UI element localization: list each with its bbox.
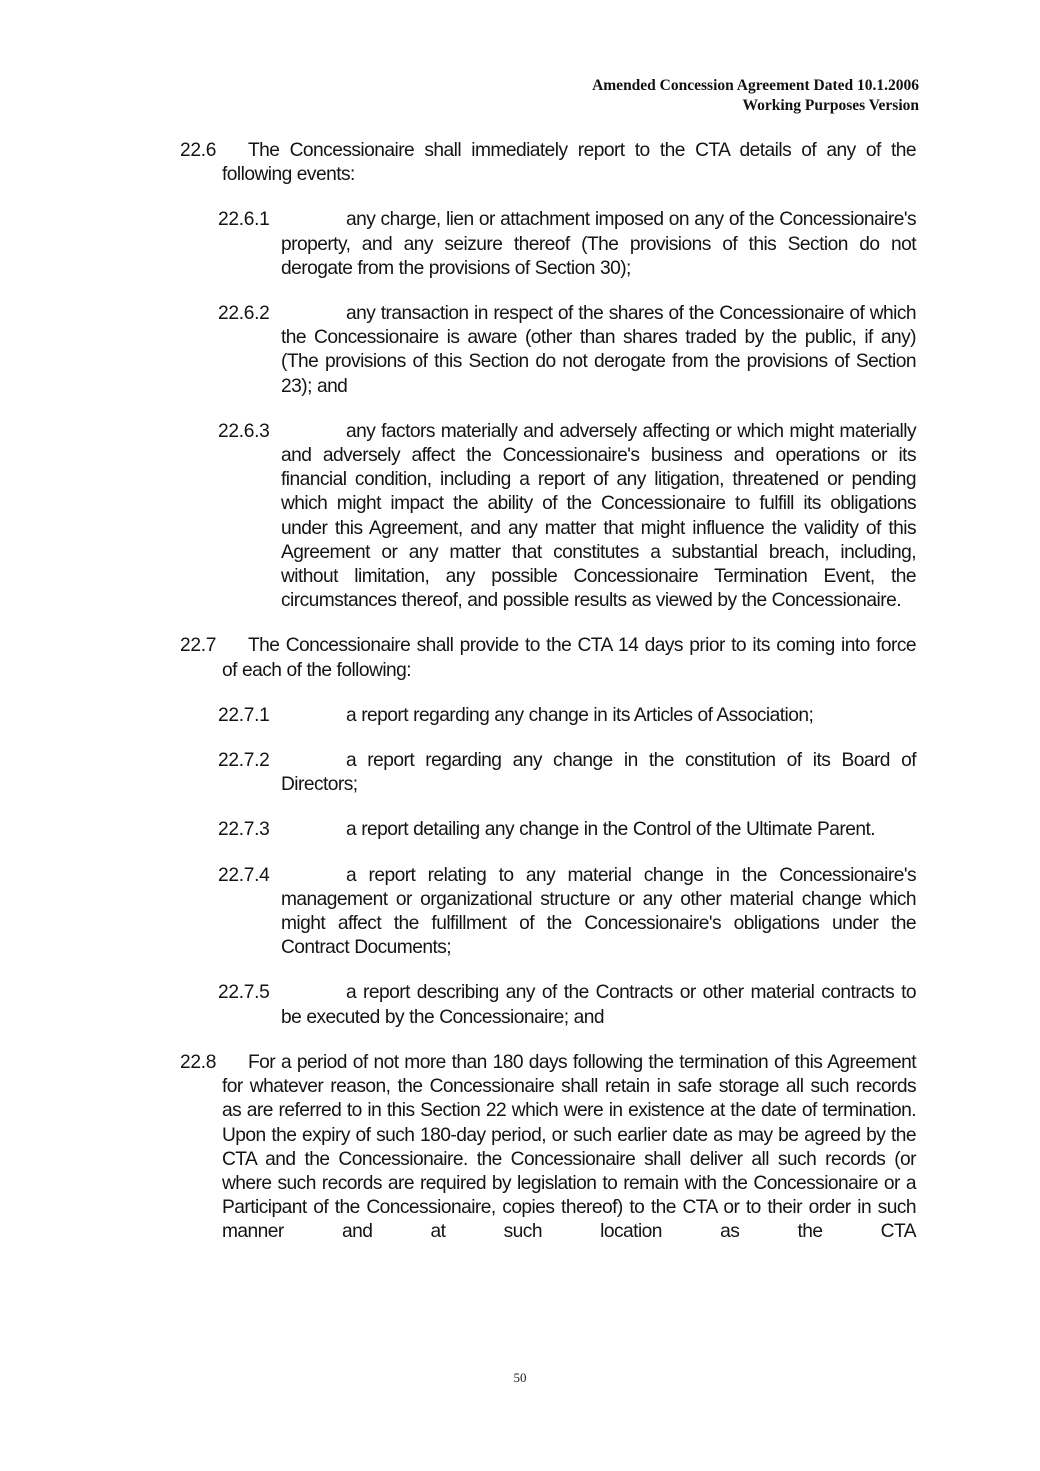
- clause-22-7-4: [0, 864, 1040, 961]
- clause-22-6-1: [0, 208, 1040, 281]
- clause-22-7-5: [0, 981, 1040, 1029]
- clause-22-7-2: [0, 749, 1040, 797]
- clause-22-7-3: [0, 818, 1040, 842]
- clause-text: a report detailing any change in the Control of the Ultimate Parent.: [346, 819, 876, 841]
- clause-number: 22.7.2: [218, 750, 270, 772]
- clause-number: 22.7.5: [218, 982, 270, 1004]
- clause-text: any transaction in respect of the shares of the Concessionaire of which the Concessionaire is aware (other than shares traded by the public, if any) (The provisions of this Section do not derogate from the provisions of Section 23); and: [281, 303, 916, 397]
- clause-number: 22.7.1: [218, 704, 270, 726]
- clause-text: any factors materially and adversely affecting or which might materially and adversely affect the Concessionaire's business and operations or its financial condition, including a report of any litigation, threatened or pending which might impact the ability of the Concessionaire to fulfill its obligations under this Agreement, and any matter that might influence the validity of this Agreement or any matter that constitutes a substantial breach, including, without limitation, any possible Concessionaire Termination Event, the circumstances thereof, and possible results as viewed by the Concessionaire.: [281, 420, 916, 612]
- header-subtitle: Working Purposes Version: [742, 97, 919, 114]
- clause-text: For a period of not more than 180 days following the termination of this Agreement for whatever reason, the Concessionaire shall retain in safe storage all such records as are referred to in this Section 22 which were in existence at the date of termination. Upon the expiry of such 180-day period, or such earlier date as may be agreed by the CTA and the Concessionaire. the Concessionaire shall deliver all such records (or where such records are required by legislation to remain with the Concessionaire or a Participant of the Concessionaire, copies thereof) to the CTA or to their order in such manner and at such location as the CTA: [222, 1051, 916, 1243]
- clause-22-6: [0, 139, 1040, 187]
- clause-22-6-2: [0, 302, 1040, 399]
- running-header: [592, 76, 919, 116]
- document-body: [0, 139, 1040, 1245]
- clause-number: 22.6.2: [218, 303, 270, 325]
- clause-22-7-1: [0, 704, 1040, 728]
- clause-number: 22.6.3: [218, 420, 270, 442]
- clause-text: any charge, lien or attachment imposed on any of the Concessionaire's property, and any seizure thereof (The provisions of this Section do not derogate from the provisions of Section 30);: [281, 209, 916, 279]
- clause-22-6-3: [0, 420, 1040, 614]
- clause-text: a report regarding any change in the constitution of its Board of Directors;: [281, 750, 916, 796]
- clause-text: a report relating to any material change in the Concessionaire's management or organizational structure or any other material change which might affect the fulfillment of the Concessionaire's obligations under the Contract Documents;: [281, 864, 916, 959]
- clause-text: a report regarding any change in its Articles of Association;: [346, 704, 814, 726]
- clause-text: The Concessionaire shall immediately report to the CTA details of any of the following events:: [222, 140, 916, 186]
- clause-number: 22.8: [180, 1051, 217, 1073]
- clause-text: The Concessionaire shall provide to the CTA 14 days prior to its coming into force of each of the following:: [222, 635, 916, 681]
- clause-number: 22.7.4: [218, 864, 270, 886]
- clause-22-7: [0, 634, 1040, 682]
- clause-number: 22.7: [180, 635, 217, 657]
- clause-number: 22.6.1: [218, 209, 270, 231]
- header-title: Amended Concession Agreement Dated 10.1.2006: [592, 77, 919, 94]
- page-number: 50: [513, 1370, 527, 1385]
- clause-number: 22.7.3: [218, 819, 270, 841]
- clause-number: 22.6: [180, 140, 217, 161]
- clause-22-8: [0, 1051, 1040, 1245]
- clause-text: a report describing any of the Contracts or other material contracts to be executed by the Concessionaire; and: [281, 982, 916, 1028]
